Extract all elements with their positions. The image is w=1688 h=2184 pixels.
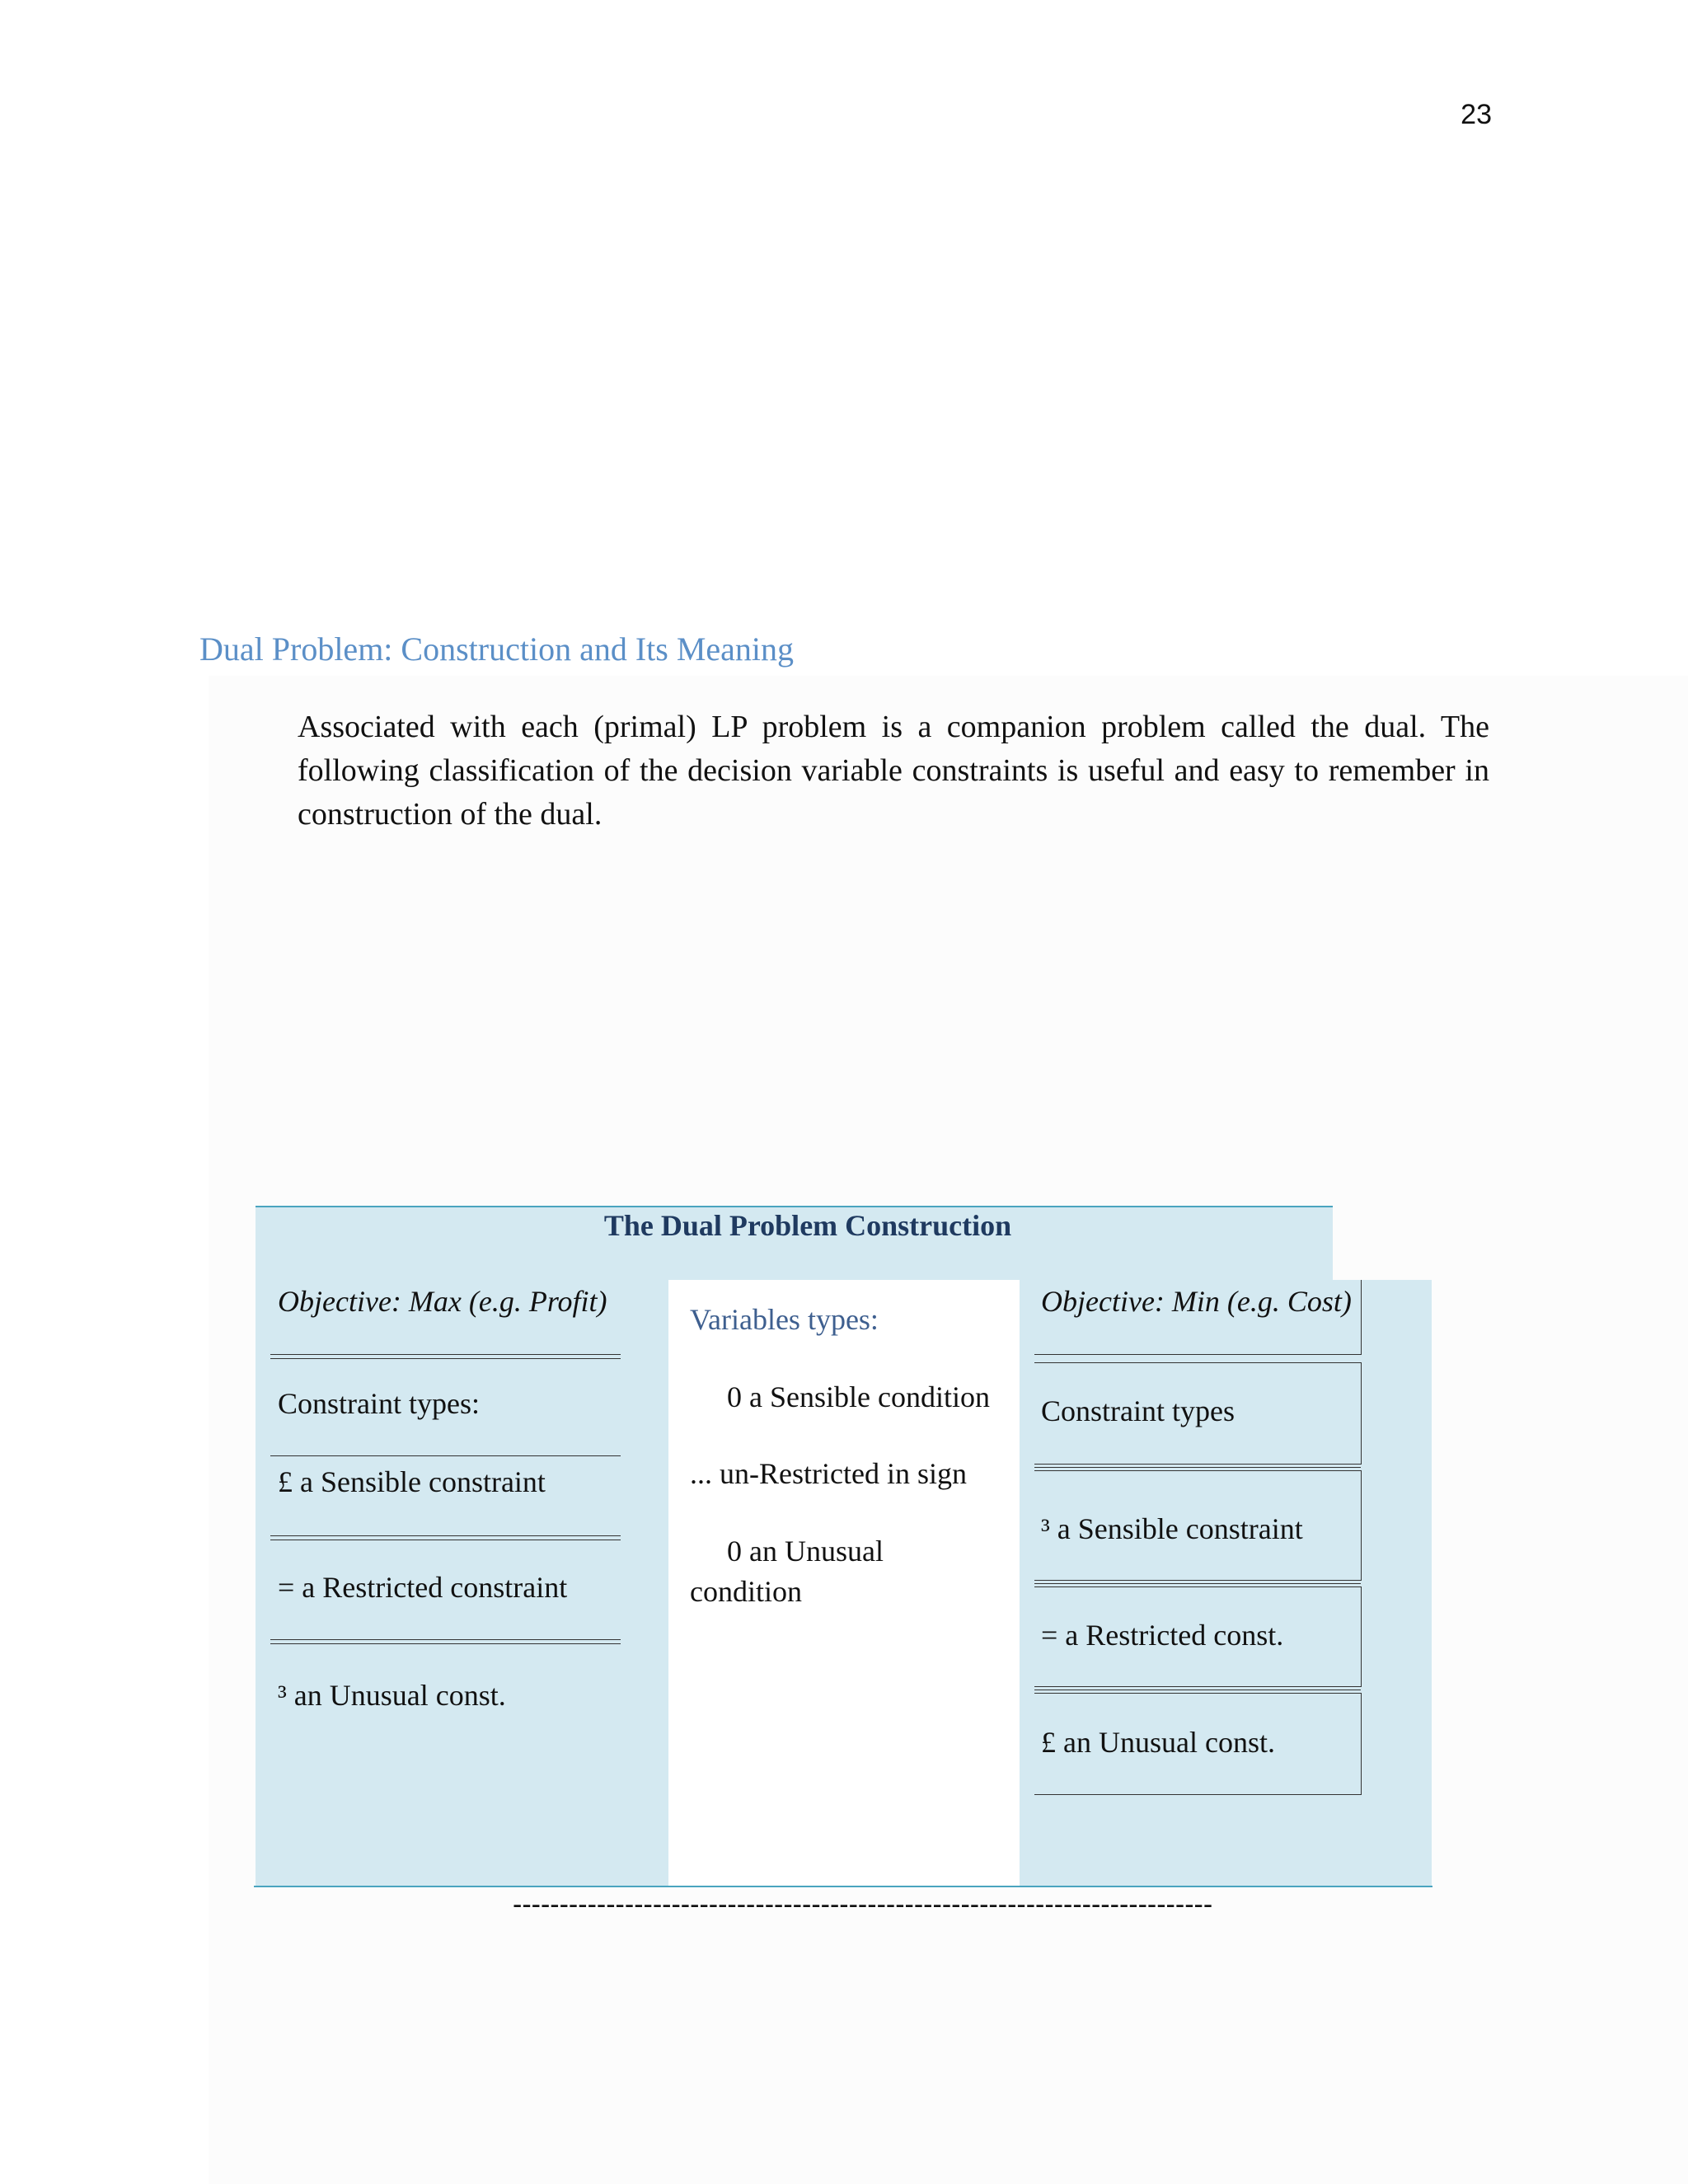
right-item-restricted: = a Restricted const. bbox=[1041, 1619, 1284, 1652]
left-divider-2 bbox=[270, 1455, 621, 1456]
left-divider-4 bbox=[270, 1639, 621, 1644]
middle-item-unusual: 0 an Unusual bbox=[727, 1535, 884, 1568]
right-objective: Objective: Min (e.g. Cost) bbox=[1041, 1285, 1352, 1318]
table-bottom-rule bbox=[254, 1886, 1432, 1887]
right-item-unusual: £ an Unusual const. bbox=[1041, 1726, 1275, 1759]
left-item-restricted: = a Restricted constraint bbox=[278, 1571, 568, 1604]
left-item-sensible: £ a Sensible constraint bbox=[278, 1465, 546, 1498]
right-divider-2 bbox=[1034, 1583, 1361, 1584]
left-constraint-header: Constraint types: bbox=[278, 1387, 480, 1420]
left-divider-1 bbox=[270, 1354, 621, 1359]
footer-dashes: --------------------------------------------------------------------------- bbox=[513, 1889, 1213, 1920]
right-divider-1 bbox=[1034, 1467, 1361, 1468]
middle-item-sensible: 0 a Sensible condition bbox=[727, 1380, 990, 1413]
middle-header: Variables types: bbox=[690, 1303, 879, 1336]
left-item-unusual: ³ an Unusual const. bbox=[278, 1679, 506, 1712]
page-number: 23 bbox=[1461, 99, 1492, 130]
intro-paragraph: Associated with each (primal) LP problem is a companion problem called the dual. The following classification of the decision variable constraints is useful and easy to remember in construction of the dual. bbox=[298, 710, 1489, 832]
right-constraint-header: Constraint types bbox=[1041, 1394, 1235, 1427]
left-objective: Objective: Max (e.g. Profit) bbox=[278, 1285, 607, 1318]
left-divider-3 bbox=[270, 1535, 621, 1540]
middle-item-unrestricted: ... un-Restricted in sign bbox=[690, 1457, 967, 1490]
middle-item-unusual-cont: condition bbox=[690, 1575, 802, 1608]
right-cell-objective bbox=[1034, 1280, 1362, 1355]
right-item-sensible: ³ a Sensible constraint bbox=[1041, 1512, 1303, 1545]
table-title: The Dual Problem Construction bbox=[603, 1209, 1012, 1242]
section-heading: Dual Problem: Construction and Its Meaning bbox=[199, 630, 795, 668]
